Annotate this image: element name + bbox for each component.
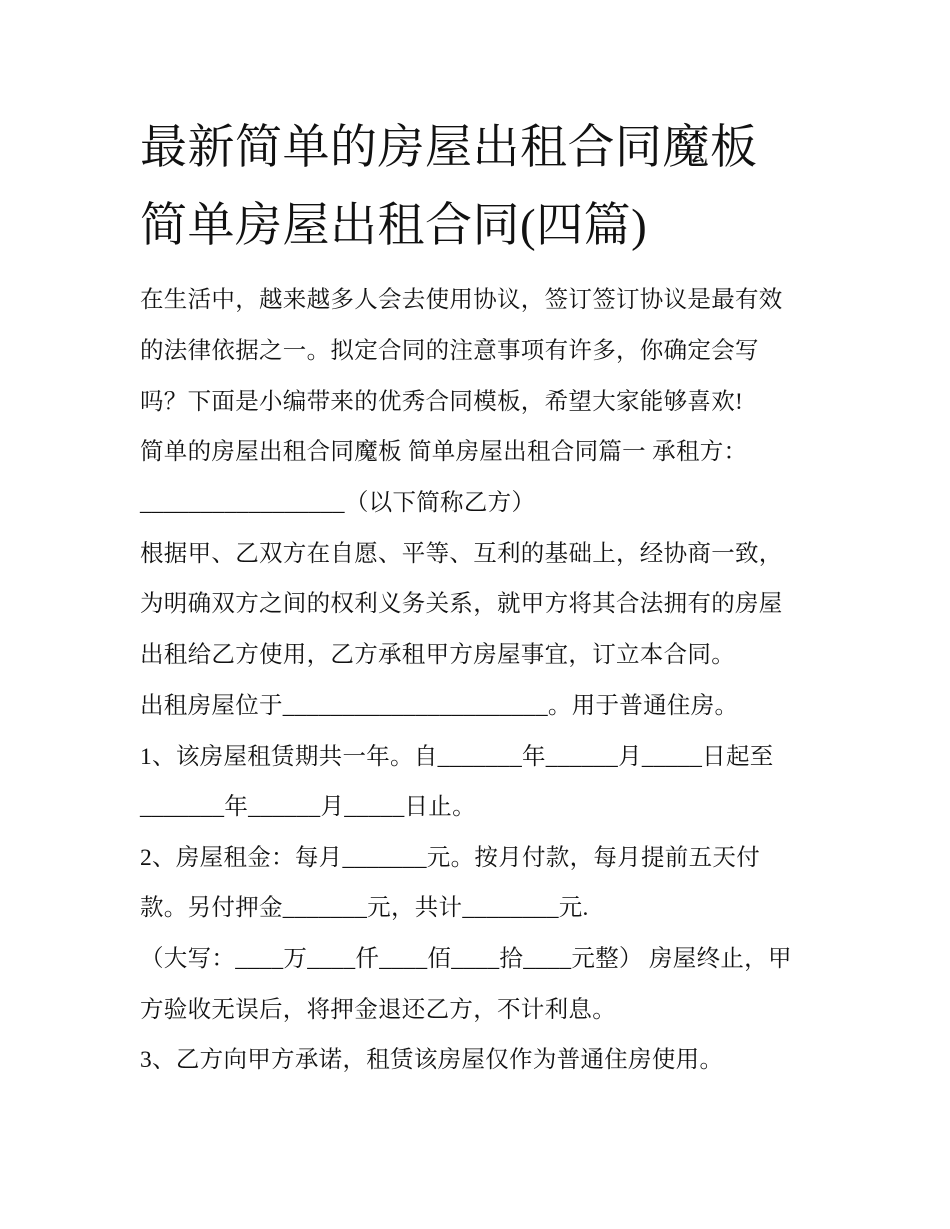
body-line: 简单的房屋出租合同魔板 简单房屋出租合同篇一 承租方：: [140, 439, 748, 465]
body-line: 为明确双方之间的权利义务关系，就甲方将其合法拥有的房屋: [140, 591, 783, 617]
body-line: 1、该房屋租赁期共一年。自_______年______月_____日起至: [140, 744, 774, 770]
document-title-line-2: 简单房屋出租合同(四篇): [140, 200, 648, 252]
document-title-line-1: 最新简单的房屋出租合同魔板: [140, 122, 758, 174]
body-line: 方验收无误后，将押金退还乙方，不计利息。: [140, 997, 616, 1023]
body-line: 款。另付押金_______元，共计________元.: [140, 895, 589, 921]
body-line: _________________（以下简称乙方）: [140, 490, 536, 516]
body-line: 出租给乙方使用，乙方承租甲方房屋事宜，订立本合同。: [140, 642, 735, 668]
body-line: _______年______月_____日止。: [140, 794, 476, 820]
body-line: 2、房屋租金：每月_______元。按月付款，每月提前五天付: [140, 845, 760, 871]
body-line: 3、乙方向甲方承诺，租赁该房屋仅作为普通住房使用。: [140, 1047, 724, 1073]
body-line: 在生活中，越来越多人会去使用协议，签订签订协议是最有效: [140, 287, 783, 313]
body-line: 的法律依据之一。拟定合同的注意事项有许多，你确定会写: [140, 338, 759, 364]
body-line: （大写：____万____仟____佰____拾____元整） 房屋终止，甲: [140, 946, 792, 972]
body-line: 吗？下面是小编带来的优秀合同模板，希望大家能够喜欢!: [140, 389, 744, 415]
body-line: 出租房屋位于______________________。用于普通住房。: [140, 693, 739, 719]
body-line: 根据甲、乙双方在自愿、平等、互利的基础上，经协商一致，: [140, 541, 783, 567]
